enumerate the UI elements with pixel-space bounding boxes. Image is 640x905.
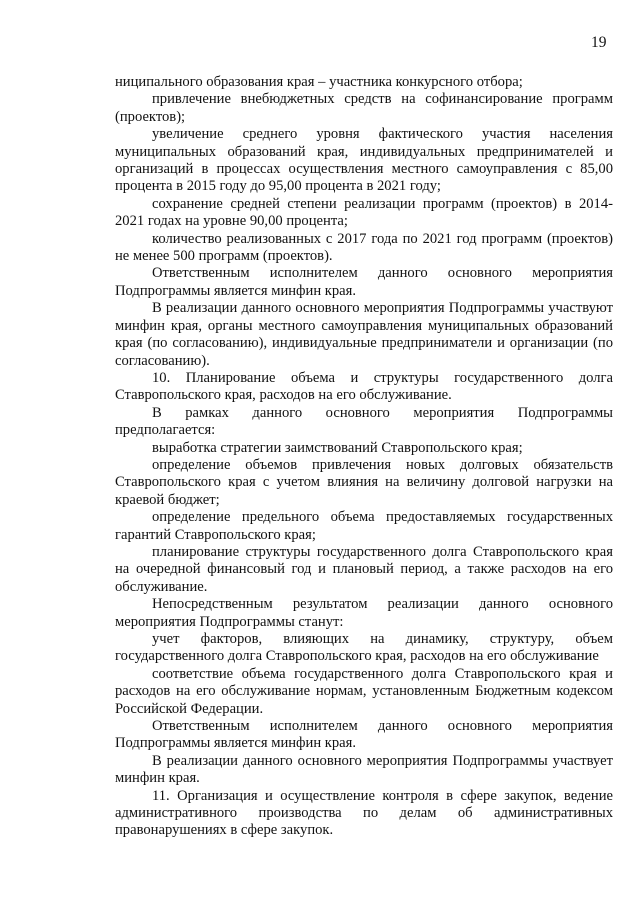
paragraph-6: Ответственным исполнителем данного основного мероприятия Подпрограммы является минфин края. [115, 265, 613, 299]
paragraph-12: определение предельного объема предоставляемых государственных гарантий Ставропольского края; [115, 509, 613, 543]
section-heading-11: 11. Организация и осуществление контроля в сфере закупок, ведение административного производства по делам об административных правонарушениях в сфере закупок. [115, 787, 613, 839]
section-heading-10: 10. Планирование объема и структуры государственного долга Ставропольского края, расходов на его обслуживание. [115, 369, 613, 404]
paragraph-17: Ответственным исполнителем данного основного мероприятия Подпрограммы является минфин края. [115, 718, 613, 752]
paragraph-11: определение объемов привлечения новых долговых обязательств Ставропольского края с учетом влияния на величину долговой нагрузки на краевой бюджет; [115, 456, 613, 508]
paragraph-3: увеличение среднего уровня фактического участия населения муниципальных образований края, индивидуальных предпринимателей и организаций в процессах осуществления местного самоуправления с 85,00 процента в 2015 году до 95,00 процента в 2021 году; [115, 126, 613, 195]
paragraph-16: соответствие объема государственного долга Ставропольского края и расходов на его обслуживание нормам, установленным Бюджетным кодексом Российской Федерации. [115, 665, 613, 717]
paragraph-15: учет факторов, влияющих на динамику, структуру, объем государственного долга Ставропольского края, расходов на его обслуживание [115, 631, 613, 665]
paragraph-5: количество реализованных с 2017 года по 2021 год программ (проектов) не менее 500 программ (проектов). [115, 230, 613, 265]
document-body [115, 74, 613, 840]
paragraph-1: ниципального образования края – участника конкурсного отбора; [115, 74, 523, 90]
paragraph-9: В рамках данного основного мероприятия Подпрограммы предполагается: [115, 404, 613, 439]
paragraph-14: Непосредственным результатом реализации данного основного мероприятия Подпрограммы станут: [115, 596, 613, 630]
paragraph-7: В реализации данного основного мероприятия Подпрограммы участвуют минфин края, органы местного самоуправления муниципальных образований края (по согласованию), индивидуальные предприниматели и организации (по согласованию). [115, 300, 613, 369]
page-number: 19 [591, 34, 607, 51]
paragraph-18: В реализации данного основного мероприятия Подпрограммы участвует минфин края. [115, 752, 613, 787]
paragraph-4: сохранение средней степени реализации программ (проектов) в 2014-2021 годах на уровне 90,00 процента; [115, 195, 613, 230]
paragraph-10: выработка стратегии заимствований Ставропольского края; [152, 439, 523, 456]
paragraph-13: планирование структуры государственного долга Ставропольского края на очередной финансовый год и плановый период, а также расходов на его обслуживание. [115, 543, 613, 595]
paragraph-2: привлечение внебюджетных средств на софинансирование программ (проектов); [115, 91, 613, 125]
